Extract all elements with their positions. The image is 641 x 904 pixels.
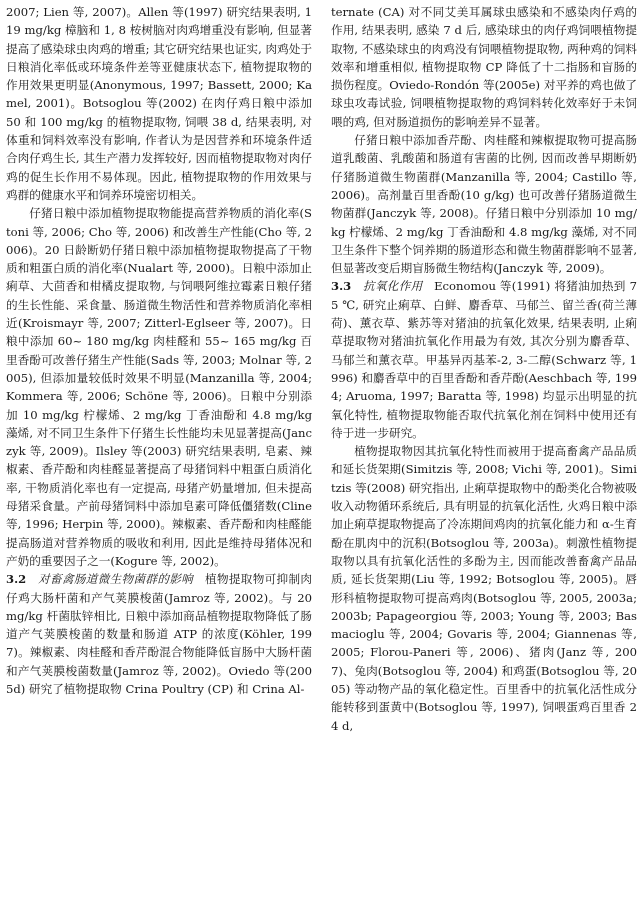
paragraph	[6, 570, 312, 698]
paragraph	[331, 131, 637, 277]
paragraph	[331, 3, 637, 131]
right-column	[331, 3, 637, 735]
paragraph-text: Economou 等(1991) 将猪油加热到 75 ℃, 研究止痢草、白鲜、麝香草、马郁兰、留兰香(荷兰薄荷)、薰衣草、紫苏等对猪油的抗氧化效果, 结果表明, 止痢草提取物对猪油抗氧化作用最为有效, 其次分别为麝香草、马郁兰和薰衣草。甲基异丙基苯-2, 3-二醇(Schwarz 等, 1996) 和麝香草中的百里香酚和香芹酚(Aeschbach 等, 1994; Aruoma, 1997; Baratta 等, 1998) 均显示出明显的抗氧化特性, 植物提取物能否取代抗氧化剂在饲料中使用还有待于进一步研究。	[331, 279, 637, 440]
paragraph-text: ternate (CA) 对不同艾美耳属球虫感染和不感染肉仔鸡的作用, 结果表明, 感染 7 d 后, 感染球虫的肉仔鸡饲喂植物提取物, 不感染球虫的肉鸡没有饲喂植物提取物, 两种鸡的饲料效率和增重相似, 植物提取物 CP 降低了十二指肠和盲肠的损伤程度。Oviedo-Rondón 等(2005e) 对平养的鸡也做了球虫攻毒试验, 饲喂植物提取物的鸡饲料转化效率好于未饲喂的鸡, 但对肠道损伤的影响差异不显著。	[331, 5, 637, 129]
paragraph-text: 仔猪日粮中添加植物提取物能提高营养物质的消化率(Stoni 等, 2006; Cho 等, 2006) 和改善生产性能(Cho 等, 2006)。20 日龄断奶仔猪日粮中添加植物提取物提高了干物质和粗蛋白质的消化率(Nualart 等, 2000)。日粮中添加止痢草、大茴香和柑橘皮提取物, 与饲喂阿维拉霉素日粮仔猪的生长性能、采食量、肠道微生物活性和营养物质消化率相近(Kroismayr 等, 2007; Zitterl-Eglseer 等, 2007)。日粮中添加 60~ 180 mg/kg 肉桂醛和 55~ 165 mg/kg 百里香酚可改善仔猪生产性能(Sads 等, 2003; Molnar 等, 2005), 但添加量较低时效果不明显(Manzanilla 等, 2004; Kommera 等, 2006; Schöne 等, 2006)。日粮中分别添加 10 mg/kg 柠檬烯、2 mg/kg 丁香油酚和 4.8 mg/kg 藻烯, 对不同卫生条件下仔猪生长性能均未见显著提高(Janczyk 等, 2009)。Ilsley 等(2003) 研究结果表明, 皂素、辣椒素、香芹酚和肉桂醛显著提高了母猪饲料中粗蛋白质消化率, 干物质消化率也有一定提高, 母猪产奶量增加, 但未提高母猪采食量。产前母猪饲料中添加皂素可降低僵猪数(Cline 等, 1996; Herpin 等, 2000)。辣椒素、香芹酚和肉桂醛能提高肠道对营养物质的吸收和利用, 因此是维持母猪体况和产奶的重要因子之一(Kogure 等, 2002)。	[6, 206, 312, 568]
two-column-body	[6, 3, 637, 735]
section-number: 3.2	[6, 572, 27, 587]
paragraph	[6, 3, 312, 204]
section-heading: 对畜禽肠道微生物菌群的影响	[37, 572, 194, 587]
left-column	[6, 3, 312, 735]
paragraph	[331, 442, 637, 735]
paragraph	[331, 277, 637, 442]
section-heading: 抗氧化作用	[362, 279, 423, 294]
paragraph	[6, 204, 312, 570]
paragraph-text: 仔猪日粮中添加香芹酚、肉桂醛和辣椒提取物可提高肠道乳酸菌、乳酸菌和肠道有害菌的比例, 因而改善早期断奶仔猪肠道微生物菌群(Manzanilla 等, 2004; Castillo 等, 2006)。高剂量百里香酚(10 g/kg) 也可改善仔猪肠道微生物菌群(Janczyk 等, 2008)。仔猪日粮中分别添加 10 mg/kg 柠檬烯、2 mg/kg 丁香油酚和 4.8 mg/kg 藻烯, 对不同卫生条件下整个饲养期的肠道形态和微生物菌群影响不显著, 但显著改变后期盲肠微生物结构(Janczyk 等, 2009)。	[331, 133, 637, 276]
paragraph-text: 2007; Lien 等, 2007)。Allen 等(1997) 研究结果表明, 119 mg/kg 樟脑和 1, 8 桉树脑对肉鸡增重没有影响, 但显著提高了感染球虫肉鸡的增重; 其它研究结果也证实, 肉鸡处于日粮消化率低或环境条件差等亚健康状态下, 植物提取物的作用效果更明显(Anonymous, 1997; Bassett, 2000; Kamel, 2001)。Botsoglou 等(2002) 在肉仔鸡日粮中添加 50 和 100 mg/kg 的植物提取物, 饲喂 38 d, 结果表明, 对体重和饲料效率没有影响, 作者认为是因营养和环境条件适合肉仔鸡生长, 其生产潜力发挥较好, 因而植物提取物对肉仔鸡的促生长作用不易体现。因此, 植物提取物的作用效果与鸡群的健康水平和饲养环境密切相关。	[6, 5, 312, 202]
paragraph-text: 植物提取物因其抗氧化特性而被用于提高畜禽产品品质和延长货架期(Simitzis 等, 2008; Vichi 等, 2001)。Simitzis 等(2008) 研究指出, 止痢草提取物中的酚类化合物被吸收入动物循环系统后, 具有明显的抗氧化活性, 火鸡日粮中添加止痢草提取物提高了冷冻期间鸡肉的抗氧化能力和 α-生育酚在肌肉中的沉积(Botsoglou 等, 2003a)。刺激性植物提取物以具有抗氧化活性的多酚为主, 因而能改善畜禽产品品质, 延长货架期(Liu 等, 1992; Botsoglou 等, 2005)。唇形科植物提取物可提高鸡肉(Botsoglou 等, 2005, 2003a; 2003b; Papageorgiou 等, 2003; Young 等, 2003; Basmacioglu 等, 2004; Govaris 等, 2004; Giannenas 等, 2005; Florou-Paneri 等, 2006)、猪肉(Janz 等, 2007)、兔肉(Botsoglou 等, 2004) 和鸡蛋(Botsoglou 等, 2005) 等动物产品的氧化稳定性。百里香中的抗氧化活性成分能转移到蛋黄中(Botsoglou 等, 1997), 饲喂蛋鸡百里香 24 d,	[331, 444, 637, 733]
paragraph-text: 植物提取物可抑制肉仔鸡大肠杆菌和产气荚膜梭菌(Jamroz 等, 2002)。与 20 mg/kg 杆菌肽锌相比, 日粮中添加商品植物提取物降低了肠道产气荚膜梭菌的数量和肠道 ATP 的浓度(Köhler, 1997)。辣椒素、肉桂醛和香芹酚混合物能降低盲肠中大肠杆菌和产气荚膜梭菌数量(Jamroz 等, 2002)。Oviedo 等(2005d) 研究了植物提取物 Crina Poultry (CP) 和 Crina Al-	[6, 572, 312, 696]
section-number: 3.3	[331, 279, 352, 294]
